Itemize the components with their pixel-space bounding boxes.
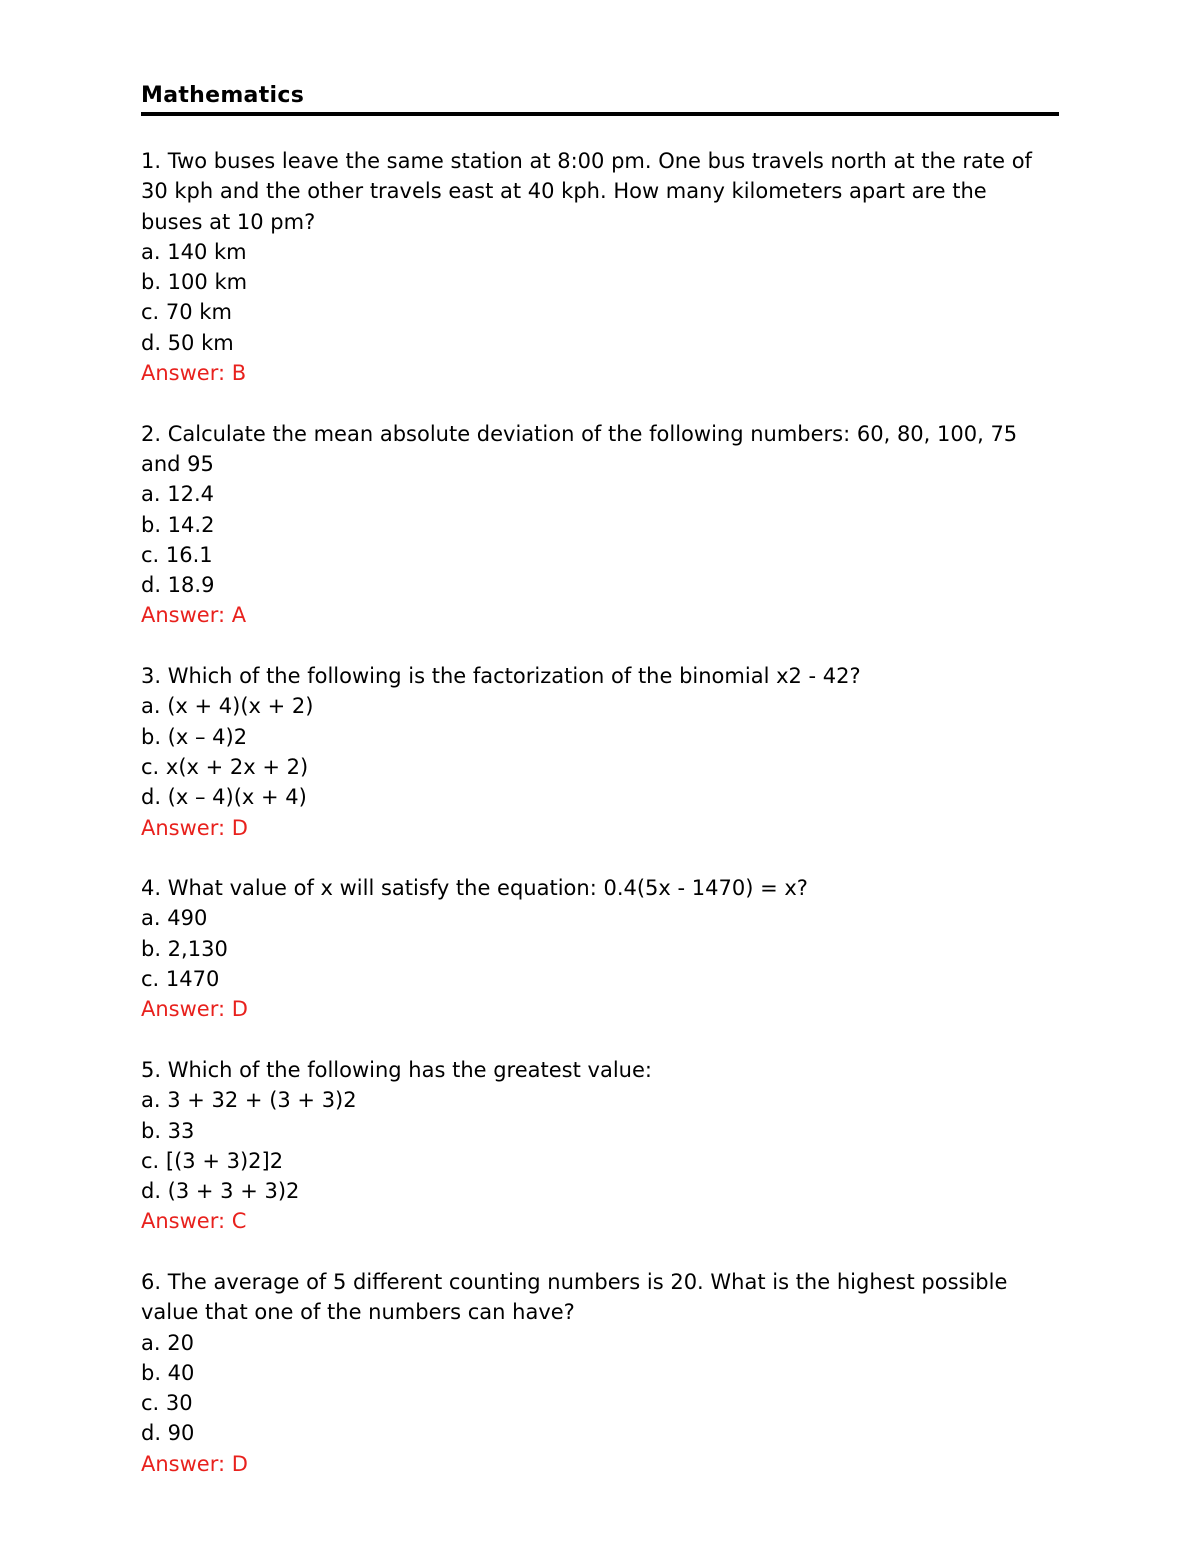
question-text: 3. Which of the following is the factorization of the binomial x2 - 42? — [141, 664, 861, 689]
question-text: 5. Which of the following has the greatest value: — [141, 1057, 652, 1082]
option-d: d. 50 km — [141, 330, 234, 355]
document-page — [141, 80, 1059, 1509]
option-c: c. [(3 + 3)2]2 — [141, 1148, 284, 1173]
option-a: a. (x + 4)(x + 2) — [141, 694, 314, 719]
question-text: 2. Calculate the mean absolute deviation of the following numbers: 60, 80, 100, 75 and 95 — [141, 421, 1018, 476]
answer-label: Answer: D — [141, 997, 248, 1022]
option-b: b. 33 — [141, 1118, 195, 1143]
question-list — [141, 146, 1059, 1479]
option-d: d. 90 — [141, 1421, 195, 1446]
question-6 — [141, 1267, 1059, 1479]
answer-label: Answer: D — [141, 1451, 248, 1476]
answer-label: Answer: A — [141, 603, 247, 628]
question-1 — [141, 146, 1059, 388]
option-b: b. 14.2 — [141, 512, 215, 537]
option-c: c. 70 km — [141, 300, 232, 325]
option-a: a. 490 — [141, 906, 208, 931]
option-b: b. 2,130 — [141, 936, 228, 961]
question-text: 1. Two buses leave the same station at 8:00 pm. One bus travels north at the rate of 30 kph and the other travels east at 40 kph. How many kilometers apart are the buses at 10 pm? — [141, 149, 1032, 234]
answer-label: Answer: C — [141, 1209, 247, 1234]
option-b: b. 100 km — [141, 270, 248, 295]
question-3 — [141, 661, 1059, 843]
option-d: d. 18.9 — [141, 573, 215, 598]
title-underline — [141, 112, 1059, 116]
option-a: a. 12.4 — [141, 482, 214, 507]
page-title: Mathematics — [141, 83, 305, 108]
question-text: 4. What value of x will satisfy the equation: 0.4(5x - 1470) = x? — [141, 876, 808, 901]
answer-label: Answer: D — [141, 815, 248, 840]
option-c: c. x(x + 2x + 2) — [141, 754, 309, 779]
option-b: b. 40 — [141, 1360, 195, 1385]
option-a: a. 140 km — [141, 239, 247, 264]
option-d: d. (3 + 3 + 3)2 — [141, 1179, 300, 1204]
option-b: b. (x – 4)2 — [141, 724, 248, 749]
option-d: d. (x – 4)(x + 4) — [141, 785, 307, 810]
question-5 — [141, 1055, 1059, 1237]
option-c: c. 30 — [141, 1391, 193, 1416]
option-c: c. 1470 — [141, 967, 220, 992]
option-c: c. 16.1 — [141, 542, 213, 567]
answer-label: Answer: B — [141, 361, 247, 386]
question-4 — [141, 873, 1059, 1024]
option-a: a. 20 — [141, 1330, 194, 1355]
question-2 — [141, 419, 1059, 631]
question-text: 6. The average of 5 different counting numbers is 20. What is the highest possible value that one of the numbers can have? — [141, 1269, 1008, 1325]
option-a: a. 3 + 32 + (3 + 3)2 — [141, 1088, 357, 1113]
